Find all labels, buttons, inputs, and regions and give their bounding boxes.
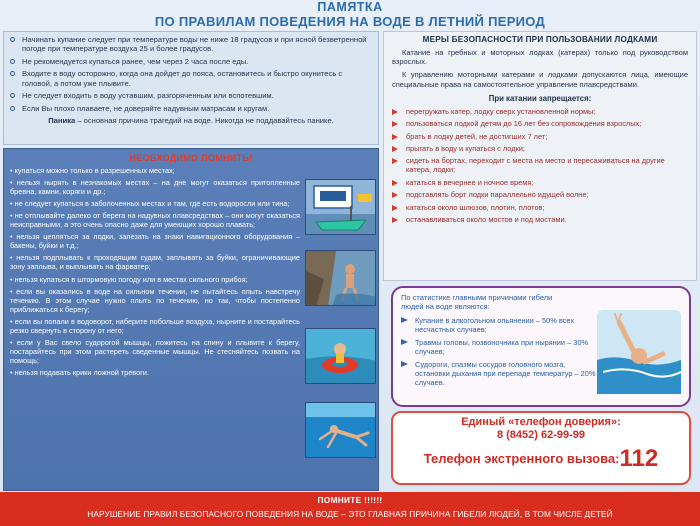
circle-bullet-icon xyxy=(10,59,15,64)
list-item: • купаться можно только в разрешенных местах; xyxy=(10,166,175,175)
red-arrow-icon xyxy=(392,146,398,152)
prohibited-item: кататься в вечернее и ночное время; xyxy=(392,178,688,187)
red-arrow-icon xyxy=(392,217,398,223)
warning-footer xyxy=(0,492,700,526)
phone-panel xyxy=(391,411,691,485)
boat-safety-paragraph: Катание на гребных и моторных лодках (катерах) только под руководством взрослых. xyxy=(392,48,688,67)
rule-item: Начинать купание следует при температуре воды не ниже 18 градусов и при ясной безветренной погоде при температуре воздуха 25 и более градусов. xyxy=(10,35,372,54)
rule-item: Входите в воду осторожно, когда она дойдет до пояса, остановитесь и быстро окунитесь с головой, а потом уже плывите. xyxy=(10,69,372,88)
statistics-item: Травмы головы, позвоночника при нырянии – 30% случаев; xyxy=(401,338,601,356)
circle-bullet-icon xyxy=(10,71,15,76)
prohibited-item: останавливаться около мостов и под мостами. xyxy=(392,215,688,224)
blue-arrow-icon xyxy=(401,339,408,345)
blue-arrow-icon xyxy=(401,317,408,323)
circle-bullet-icon xyxy=(10,106,15,111)
red-arrow-icon xyxy=(392,192,398,198)
remember-list xyxy=(10,166,300,380)
circle-bullet-icon xyxy=(10,93,15,98)
list-item: • нельзя подплывать к проходящим судам, заплывать за буйки, ограничивающие зону заплыва, и выплывать на фарватер; xyxy=(10,253,300,272)
prohibited-item: прыгать в воду и купаться с лодки; xyxy=(392,144,688,153)
list-item: • если вы оказались в воде на сильном течении, не пытайтесь плыть навстречу течению. В этом случае нужно плыть по течению, но так, чтобы постепенно приближаться к берегу; xyxy=(10,286,300,314)
red-arrow-icon xyxy=(392,158,398,164)
statistics-item: Купание в алкогольном опьянении – 50% всех несчастных случаев; xyxy=(401,316,601,334)
emergency-phone xyxy=(393,445,689,473)
list-item: • если вы попали в водоворот, наберите побольше воздуха, нырните и постарайтесь резко свернуть в сторону от него; xyxy=(10,316,300,335)
boat-safety-paragraph: К управлению моторными катерами и лодками допускаются лица, имеющие специальные права на самостоятельное управление плавсредствами. xyxy=(392,70,688,89)
list-item: • нельзя купаться в штормовую погоду или в местах сильного прибоя; xyxy=(10,274,248,284)
list-item: • не следует купаться в заболоченных местах и там, где есть водоросли или тина; xyxy=(10,199,290,209)
poster-title: ПАМЯТКА xyxy=(317,0,383,14)
red-arrow-icon xyxy=(392,121,398,127)
rule-item: Не рекомендуется купаться ранее, чем через 2 часа после еды. xyxy=(10,57,372,66)
red-arrow-icon xyxy=(392,180,398,186)
float-ring-photo xyxy=(305,328,376,384)
list-item: • не отплывайте далеко от берега на надувных плавсредствах – они могут оказаться неисправными, а это очень опасно даже для умеющих хорошо плавать; xyxy=(10,211,300,230)
remember-title: НЕОБХОДИМО ПОМНИТЬ! xyxy=(129,153,253,163)
statistics-heading: По статистике главными причинами гибели людей на воде являются: xyxy=(401,293,553,312)
trust-phone-number: 8 (8452) 62-99-99 xyxy=(496,429,586,441)
boat-safety-title: МЕРЫ БЕЗОПАСНОСТИ ПРИ ПОЛЬЗОВАНИИ ЛОДКАМИ xyxy=(422,35,658,44)
emergency-phone-label: Телефон экстренного вызова: xyxy=(423,451,620,466)
footer-text: НАРУШЕНИЕ ПРАВИЛ БЕЗОПАСНОГО ПОВЕДЕНИЯ НА ВОДЕ – ЭТО ГЛАВНАЯ ПРИЧИНА ГИБЕЛИ ЛЮДЕЙ, В ТОМ ЧИСЛЕ ДЕТЕЙ xyxy=(87,509,613,519)
list-item: • нельзя цепляться за лодки, залезать на знаки навигационного оборудования – бакены, буйки и т.д.; xyxy=(10,232,300,251)
red-arrow-icon xyxy=(392,109,398,115)
prohibited-title: При катании запрещается: xyxy=(488,93,592,103)
prohibited-item: сидеть на бортах, переходит с места на место и пересаживаться на другие катера, лодки; xyxy=(392,156,688,174)
rule-item: Если Вы плохо плаваете, не доверяйте надувным матрасам и кругам. xyxy=(10,104,372,113)
red-arrow-icon xyxy=(392,134,398,140)
panic-note: Паника – основная причина трагедий на воде. Никогда не поддавайтесь панике. xyxy=(48,116,334,126)
general-rules-panel xyxy=(3,31,379,145)
remember-panel xyxy=(3,148,379,491)
boat-safety-panel xyxy=(383,31,697,281)
poster-subtitle: ПО ПРАВИЛАМ ПОВЕДЕНИЯ НА ВОДЕ В ЛЕТНИЙ ПЕРИОД xyxy=(154,14,546,29)
emergency-phone-number: 112 xyxy=(619,445,659,472)
prohibited-item: пользоваться лодкой детям до 16 лет без сопровождения взрослых; xyxy=(392,119,688,128)
poster-header xyxy=(0,0,700,30)
prohibited-item: перегружать катер, лодку сверх установленной нормы; xyxy=(392,107,688,116)
trust-phone-label: Единый «телефон доверия»: xyxy=(461,416,621,428)
drowning-person-illustration xyxy=(597,310,681,394)
underwater-swimmer-photo xyxy=(305,402,376,458)
prohibited-item: кататься около шлюзов, плотин, плотов; xyxy=(392,203,688,212)
statistics-item: Судороги, спазмы сосудов головного мозга, остановки дыхания при перепаде температур – 20% случаев. xyxy=(401,360,601,387)
prohibited-item: брать в лодку детей, не достигших 7 лет; xyxy=(392,132,688,141)
boat-sign-photo xyxy=(305,179,376,235)
red-arrow-icon xyxy=(392,205,398,211)
list-item: • нельзя подавать крики ложной тревоги. xyxy=(10,367,149,377)
blue-arrow-icon xyxy=(401,361,408,367)
footer-title: ПОМНИТЕ !!!!!! xyxy=(317,495,383,505)
list-item: • нельзя нырять в незнакомых местах – на дне могут оказаться притопленные бревна, камни, коряги и др.; xyxy=(10,178,300,197)
rule-item: Не следует входить в воду уставшим, разгоряченным или вспотевшим. xyxy=(10,91,372,100)
circle-bullet-icon xyxy=(10,37,15,42)
prohibited-item: подставлять борт лодки параллельно идущей волне; xyxy=(392,190,688,199)
list-item: • если у Вас свело судорогой мышцы, ложитесь на спину и плывите к берегу, постарайтесь при этом растереть сведенные мышцы. Не стесняйтесь позвать на помощь; xyxy=(10,337,300,365)
swimmer-rocks-photo xyxy=(305,250,376,306)
statistics-panel xyxy=(391,286,691,407)
